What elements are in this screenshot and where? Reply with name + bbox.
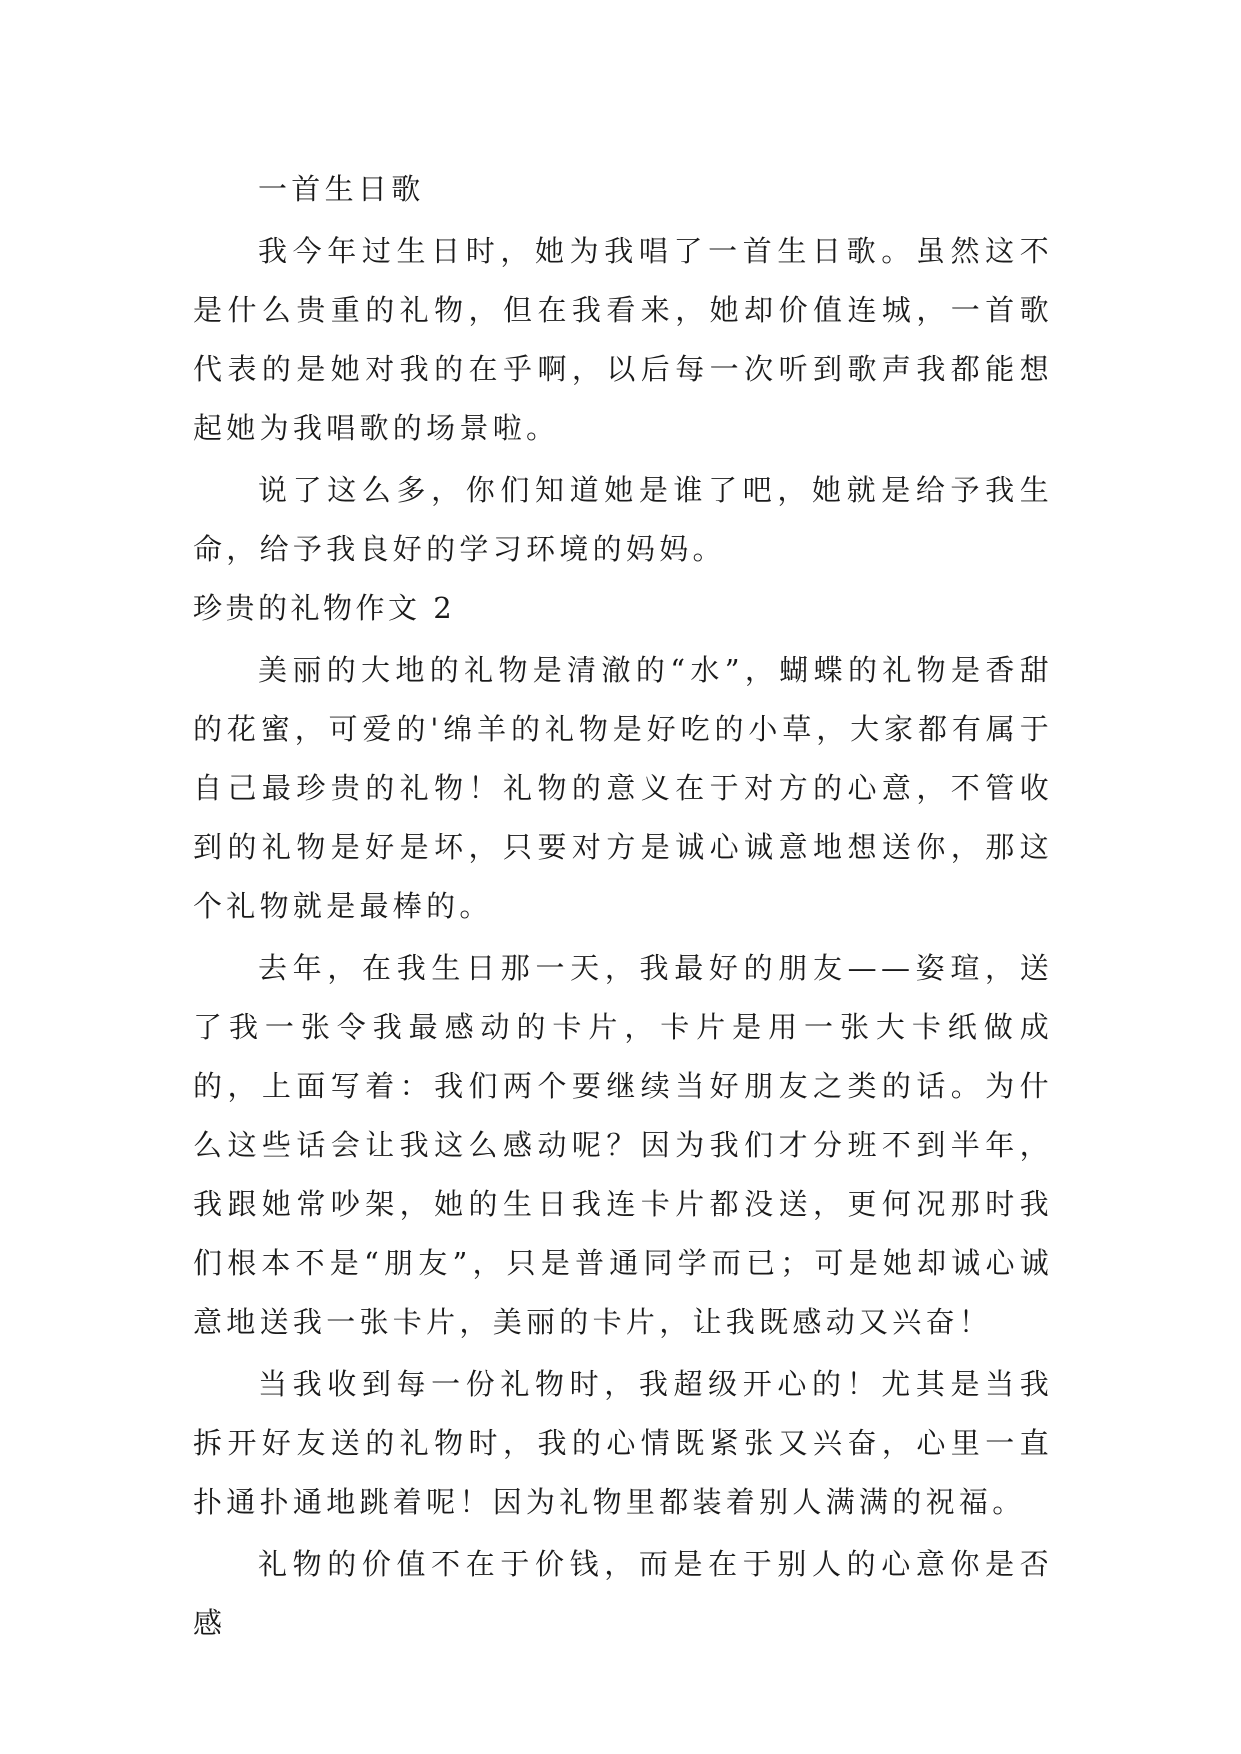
paragraph: 礼物的价值不在于价钱，而是在于别人的心意你是否感 [193,1547,1053,1640]
paragraph-subtitle-birthday-song: 一首生日歌 [258,172,425,206]
paragraph: 当我收到每一份礼物时，我超级开心的！尤其是当我拆开好友送的礼物时，我的心情既紧张又兴奋，心里一直扑通扑通地跳着呢！因为礼物里都装着别人满满的祝福。 [193,1367,1053,1519]
paragraph: 美丽的大地的礼物是清澈的“水”，蝴蝶的礼物是香甜的花蜜，可爱的'绵羊的礼物是好吃的小草，大家都有属于自己最珍贵的礼物！礼物的意义在于对方的心意，不管收到的礼物是好是坏，只要对方是诚心诚意地想送你，那这个礼物就是最棒的。 [193,653,1053,923]
paragraph: 说了这么多，你们知道她是谁了吧，她就是给予我生命，给予我良好的学习环境的妈妈。 [193,473,1053,566]
section-heading: 珍贵的礼物作文 2 [193,591,456,625]
document-body [193,160,1053,1653]
paragraph: 我今年过生日时，她为我唱了一首生日歌。虽然这不是什么贵重的礼物，但在我看来，她却价值连城，一首歌代表的是她对我的在乎啊，以后每一次听到歌声我都能想起她为我唱歌的场景啦。 [193,234,1053,445]
paragraph: 去年，在我生日那一天，我最好的朋友——姿瑄，送了我一张令我最感动的卡片，卡片是用一张大卡纸做成的，上面写着：我们两个要继续当好朋友之类的话。为什么这些话会让我这么感动呢？因为我们才分班不到半年，我跟她常吵架，她的生日我连卡片都没送，更何况那时我们根本不是“朋友”，只是普通同学而已；可是她却诚心诚意地送我一张卡片，美丽的卡片，让我既感动又兴奋！ [193,951,1053,1339]
